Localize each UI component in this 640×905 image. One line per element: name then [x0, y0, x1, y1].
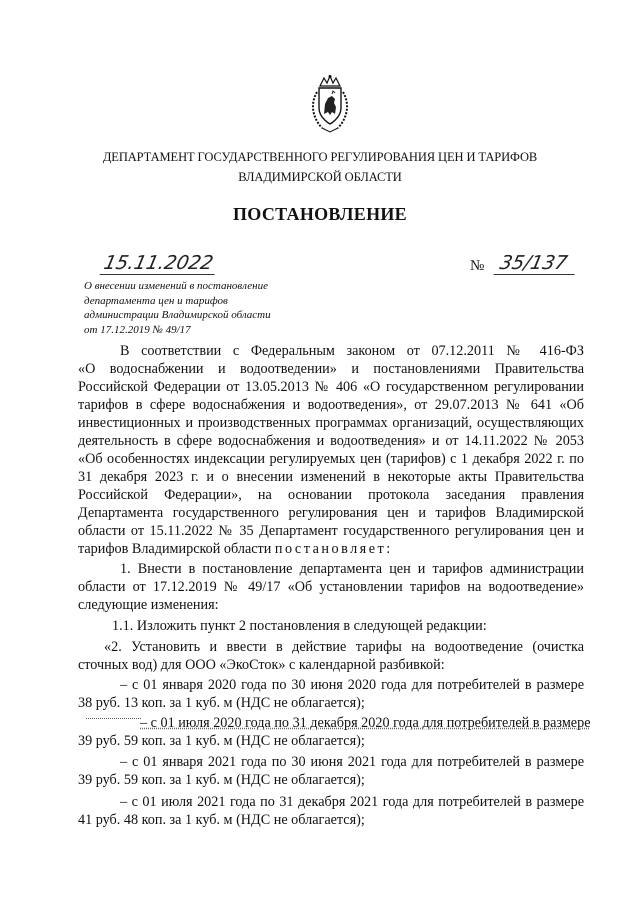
preamble-line: инвестиционных и производственных программах организаций, осуществляющих [78, 415, 584, 431]
number-label: № [470, 258, 485, 274]
vladimir-region-coat-of-arms-icon [308, 74, 352, 134]
preamble-line: области от 15.11.2022 № 35 Департамент государственного регулирования цен и [78, 523, 584, 539]
preamble-line: В соответствии с Федеральным законом от 07.12.2011 № 416-ФЗ [120, 343, 584, 359]
item2-line: «2. Установить и ввести в действие тарифы на водоотведение (очистка [104, 639, 584, 655]
tariff-line: 41 руб. 48 коп. за 1 куб. м (НДС не облагается); [78, 812, 365, 828]
preamble-line: деятельность в сфере водоснабжения и водоотведения» и от 14.11.2022 № 2053 [78, 433, 584, 449]
preamble-line: «О водоснабжении и водоотведении» и постановлениями Правительства [78, 361, 584, 377]
subject-line: от 17.12.2019 № 49/17 [84, 323, 191, 336]
dotted-mark [86, 718, 141, 719]
tariff-line: – с 01 июля 2021 года по 31 декабря 2021 года для потребителей в размере [120, 794, 584, 810]
item2-last-line: сточных вод) для ООО «ЭкоСток» с календарной разбивкой: [78, 657, 445, 673]
tariff-line: 38 руб. 13 коп. за 1 куб. м (НДС не облагается); [78, 695, 365, 711]
item1-1-line: 1.1. Изложить пункт 2 постановления в следующей редакции: [112, 618, 487, 634]
resolves-word: постановляет: [274, 541, 393, 557]
tariff-line: – с 01 июля 2020 года по 31 декабря 2020 года для потребителей в размере [140, 715, 591, 731]
item1-last-line: следующие изменения: [78, 597, 219, 613]
subject-block [84, 279, 324, 337]
tariff-line: 39 руб. 59 коп. за 1 куб. м (НДС не облагается); [78, 772, 365, 788]
preamble-line: тарифов в сфере водоснабжения и водоотведения», от 29.07.2013 № 641 «Об [78, 397, 584, 413]
preamble-last-text: тарифов Владимирской области [78, 541, 272, 557]
preamble-line: Департамента государственного регулирования цен и тарифов Владимирской [78, 505, 584, 521]
document-type-title: ПОСТАНОВЛЕНИЕ [233, 204, 407, 224]
tariff-line: – с 01 января 2020 года по 30 июня 2020 года для потребителей в размере [120, 677, 584, 693]
handwritten-date: 15.11.2022 [100, 252, 220, 275]
preamble-line: Российской Федерации от 13.05.2013 № 406 «О государственном регулировании [78, 379, 584, 395]
item1-line: 1. Внести в постановление департамента цен и тарифов администрации [120, 561, 584, 577]
department-name-line1: ДЕПАРТАМЕНТ ГОСУДАРСТВЕННОГО РЕГУЛИРОВАНИЯ ЦЕН И ТАРИФОВ [102, 150, 538, 164]
preamble-line: Российской Федерации», на основании протокола заседания правления [78, 487, 584, 503]
subject-line: администрации Владимирской области [84, 309, 271, 322]
tariff-line: – с 01 января 2021 года по 30 июня 2021 года для потребителей в размере [120, 754, 584, 770]
preamble-last-line [78, 541, 393, 557]
preamble-line: 31 декабря 2023 г. и о внесении изменений в некоторые акты Правительства [78, 469, 584, 485]
tariff-line: 39 руб. 59 коп. за 1 куб. м (НДС не облагается); [78, 733, 365, 749]
subject-line: департамента цен и тарифов [84, 294, 228, 307]
department-name-line2: ВЛАДИМИРСКОЙ ОБЛАСТИ [238, 170, 402, 184]
preamble-line: «Об особенностях индексации регулируемых цен (тарифов) с 1 декабря 2022 г. по [78, 451, 584, 467]
subject-line: О внесении изменений в постановление [84, 280, 268, 292]
handwritten-number: 35/137 [494, 252, 580, 275]
item1-line: области от 17.12.2019 № 49/17 «Об установлении тарифов на водоотведение» [78, 579, 584, 595]
